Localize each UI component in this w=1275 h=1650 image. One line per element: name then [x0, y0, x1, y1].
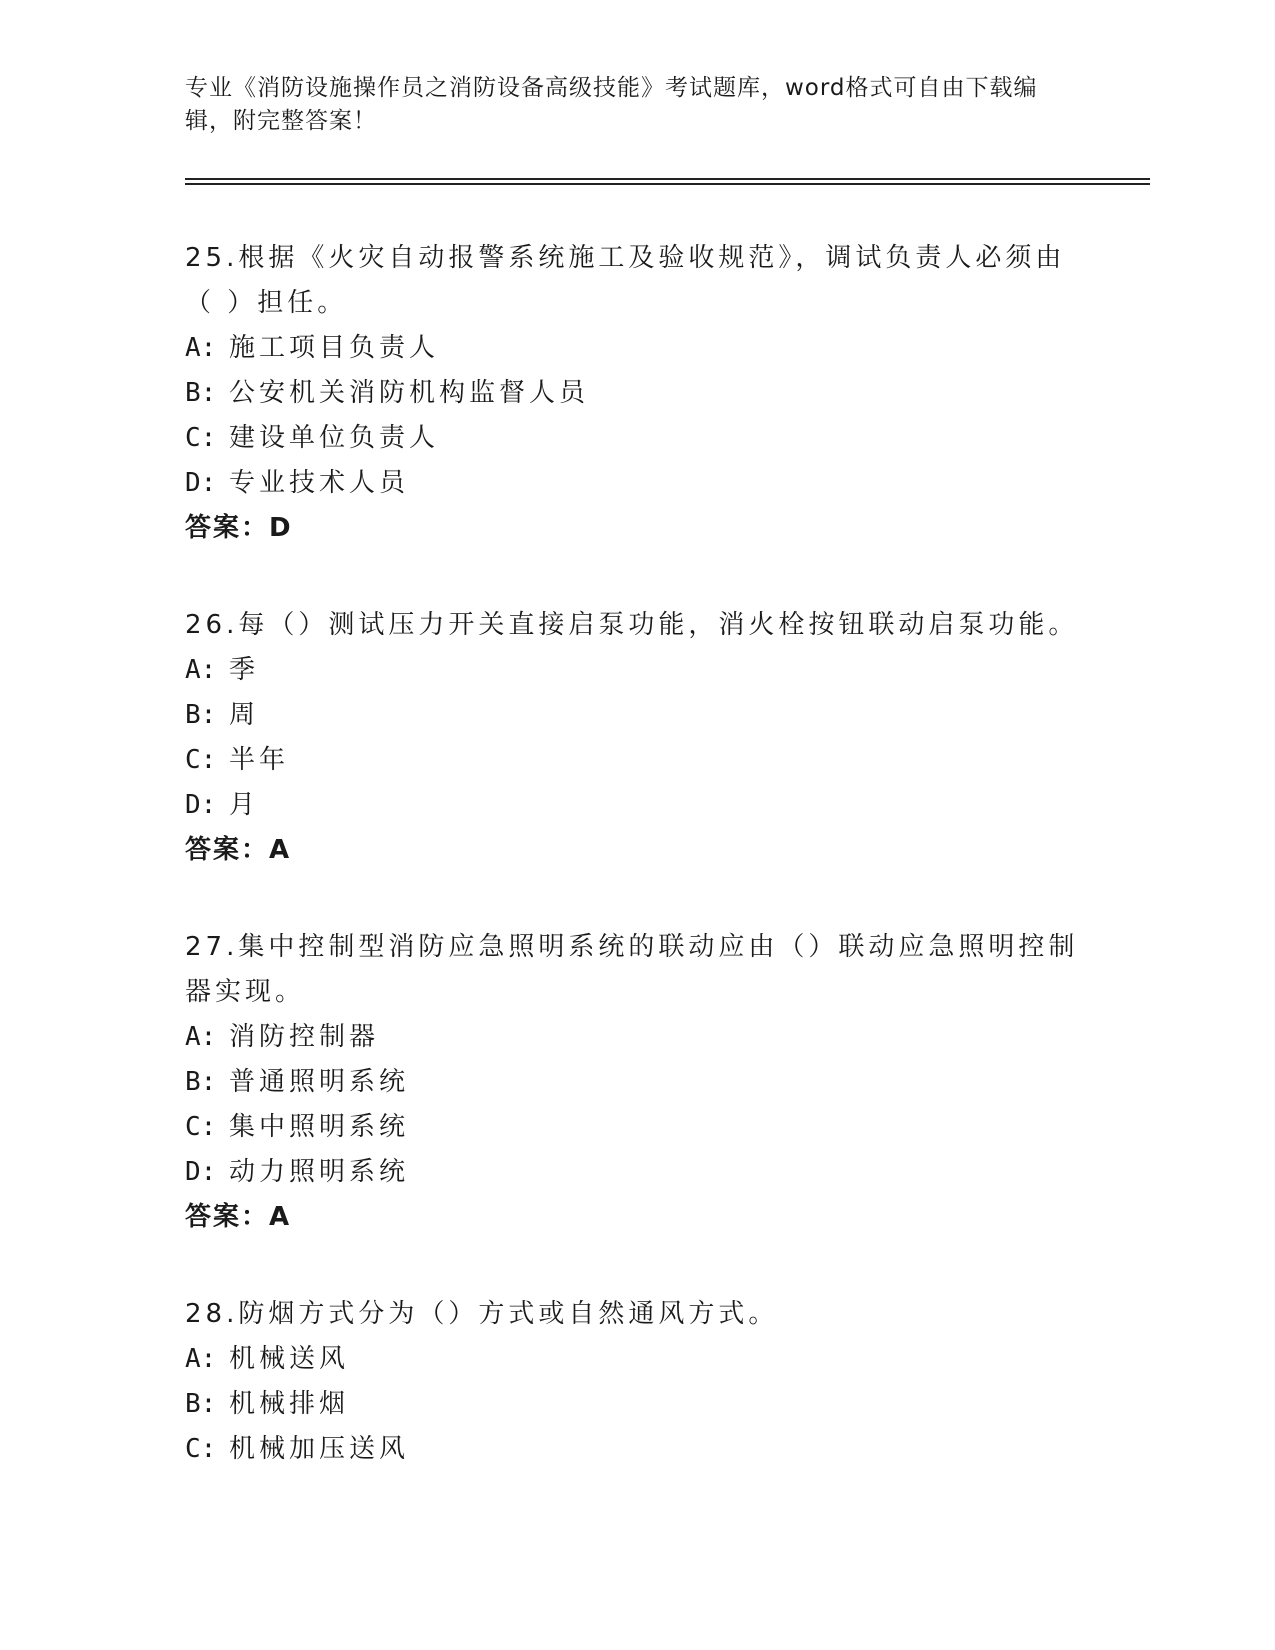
option-text: 集中照明系统: [229, 1112, 410, 1142]
option-c: [185, 416, 1085, 461]
question-27: [185, 925, 1085, 1240]
question-stem: 27.集中控制型消防应急照明系统的联动应由（）联动应急照明控制器实现。: [185, 932, 1079, 1007]
question-stem: 28.防烟方式分为（）方式或自然通风方式。: [185, 1299, 779, 1329]
option-d: [185, 783, 1085, 828]
option-a: [185, 1015, 1085, 1060]
question-stem: 26.每（）测试压力开关直接启泵功能，消火栓按钮联动启泵功能。: [185, 610, 1079, 640]
option-text: 月: [229, 790, 260, 820]
option-b: [185, 1382, 1085, 1427]
option-a: [185, 648, 1085, 693]
option-letter: B:: [185, 1067, 217, 1097]
option-letter: C:: [185, 1112, 217, 1142]
header-divider-top: [185, 178, 1150, 180]
option-letter: B:: [185, 1389, 217, 1419]
answer-line: 答案：D: [185, 513, 293, 543]
option-c: [185, 1427, 1085, 1472]
option-c: [185, 738, 1085, 783]
option-text: 半年: [229, 745, 290, 775]
option-text: 专业技术人员: [229, 468, 410, 498]
option-text: 施工项目负责人: [229, 333, 440, 363]
question-stem: 25.根据《火灾自动报警系统施工及验收规范》，调试负责人必须由（ ）担任。: [185, 243, 1066, 318]
option-text: 周: [229, 700, 260, 730]
option-letter: A:: [185, 655, 217, 685]
option-letter: C:: [185, 745, 217, 775]
option-letter: D:: [185, 1157, 217, 1187]
option-c: [185, 1105, 1085, 1150]
option-text: 机械排烟: [229, 1389, 350, 1419]
option-a: [185, 1337, 1085, 1382]
option-letter: B:: [185, 700, 217, 730]
option-b: [185, 693, 1085, 738]
option-d: [185, 461, 1085, 506]
option-letter: C:: [185, 1434, 217, 1464]
option-letter: A:: [185, 1022, 217, 1052]
option-text: 建设单位负责人: [229, 423, 440, 453]
question-26: [185, 603, 1085, 873]
option-d: [185, 1150, 1085, 1195]
option-letter: B:: [185, 378, 217, 408]
question-28: [185, 1292, 1085, 1472]
answer-line: 答案：A: [185, 1202, 292, 1232]
option-letter: A:: [185, 1344, 217, 1374]
option-a: [185, 326, 1085, 371]
answer-line: 答案：A: [185, 835, 292, 865]
option-text: 动力照明系统: [229, 1157, 410, 1187]
question-25: [185, 236, 1085, 551]
option-text: 公安机关消防机构监督人员: [229, 378, 590, 408]
option-letter: D:: [185, 468, 217, 498]
option-b: [185, 1060, 1085, 1105]
option-text: 消防控制器: [229, 1022, 380, 1052]
option-text: 机械加压送风: [229, 1434, 410, 1464]
option-text: 季: [229, 655, 260, 685]
option-text: 机械送风: [229, 1344, 350, 1374]
option-letter: A:: [185, 333, 217, 363]
document-intro: 专业《消防设施操作员之消防设备高级技能》考试题库，word格式可自由下载编辑，附完整答案！: [185, 75, 1038, 134]
option-text: 普通照明系统: [229, 1067, 410, 1097]
question-list: [185, 236, 1085, 1524]
option-letter: C:: [185, 423, 217, 453]
option-b: [185, 371, 1085, 416]
header-divider-bottom: [185, 183, 1150, 185]
option-letter: D:: [185, 790, 217, 820]
